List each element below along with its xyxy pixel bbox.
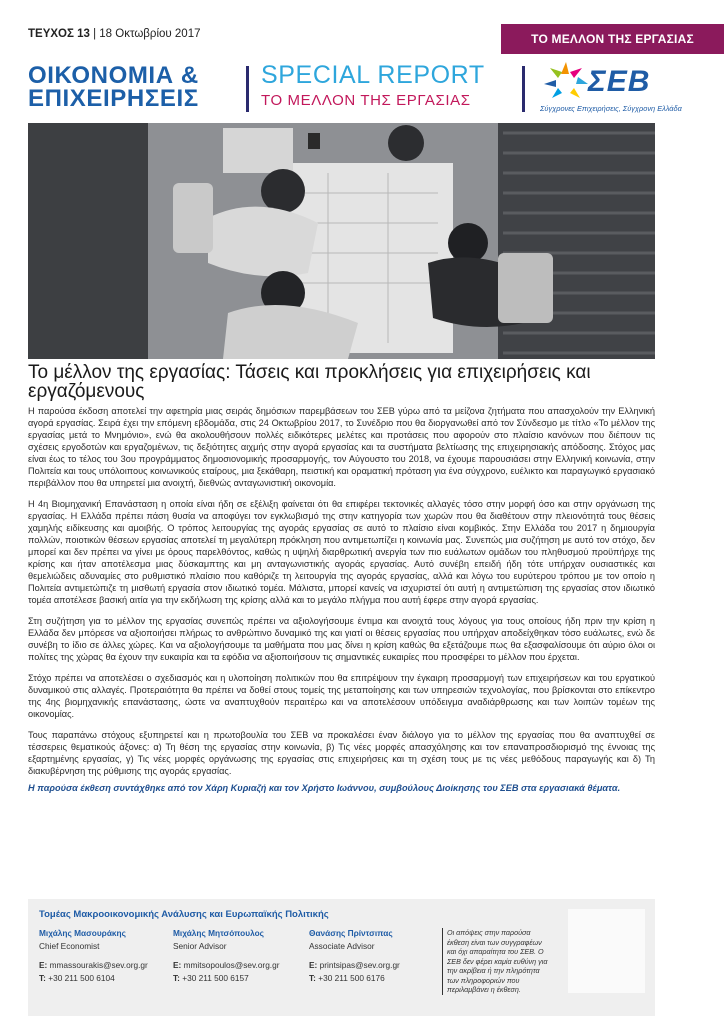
section-title bbox=[28, 64, 199, 110]
contact-phone[interactable]: +30 211 500 6104 bbox=[48, 973, 115, 983]
paragraph: Στόχο πρέπει να αποτελέσει ο σχεδιασμός και η υλοποίηση πολιτικών που θα επιτρέψουν την έγκαιρη προσαρμογή των επιχειρήσεων και του εργατικού δυναμικού στις αλλαγές. Προτεραιότητα θα πρέπει να δοθεί στους τομείς της μεταποίησης και των υπηρεσιών τεχνολογίας, που βρίσκονται στο επίκεντρο της 4ης βιομηχανικής επανάστασης, ώστε να αναπτυχθούν περαιτέρω και να αποτελέσουν υπόδειγμα αναδιάρθρωσης και των λοιπών τομέων της οικονομίας. bbox=[28, 673, 655, 719]
section-title-line1: ΟΙΚΟΝΟΜΙΑ & bbox=[28, 62, 199, 89]
contact-phone[interactable]: +30 211 500 6176 bbox=[318, 973, 385, 983]
issue-date: 18 Οκτωβρίου 2017 bbox=[99, 28, 201, 40]
contact-name: Μιχάλης Μασουράκης bbox=[39, 928, 126, 938]
contact-phone[interactable]: +30 211 500 6157 bbox=[182, 973, 249, 983]
contact-name: Θανάσης Πρίντσιπας bbox=[309, 928, 393, 938]
masthead-divider-right bbox=[522, 66, 525, 112]
contact-card bbox=[309, 927, 400, 985]
phone-label: T: bbox=[39, 973, 46, 983]
logo-tagline: Σύγχρονες Επιχειρήσεις, Σύγχρονη Ελλάδα bbox=[540, 104, 682, 113]
issue-info bbox=[28, 28, 200, 40]
contact-email[interactable]: printsipas@sev.org.gr bbox=[319, 960, 400, 970]
issue-separator: | bbox=[89, 28, 100, 40]
phone-label: T: bbox=[173, 973, 180, 983]
paragraph: Η παρούσα έκδοση αποτελεί την αφετηρία μιας σειράς δημόσιων παρεμβάσεων του ΣΕΒ γύρω από τα μείζονα ζητήματα που απασχολούν την Ελληνική αγορά εργασίας. Σειρά έχει την επόμενη εβδομάδα, στις 24 Οκτωβρίου 2017, το Συνέδριο που θα διοργανωθεί από τον Σύνδεσμο με τίτλο «Το μέλλον της εργασίας μετά το Μνημόνιο», ενώ θα ακολουθήσουν πολλές ειδικότερες μελέτες και προτάσεις που αφορούν στο πλαίσιο κανόνων που διέπουν τις σχέσεις εργοδοτών και εργαζομένων, τις δεξιότητες αιχμής στην αγορά εργασίας και τα συστήματα βελτίωσης της επιχειρησιακής απόδοσης. Στόχος μας είναι έως το τέλος του 3ου προγράμματος δημοσιονομικής προσαρμογής, τον Αύγουστο του 2018, να έχουμε παρουσιάσει στην Ελληνική κοινωνία, στην Πολιτεία και τους υπόλοιπους κοινωνικούς εταίρους, μια ξεκάθαρη, πειστική και οραματική πρόταση για ένα σύγχρονο, ευέλικτο και παραγωγικό εργασιακό περιβάλλον που θα υπηρετεί μια ανοιχτή, διεθνώς ανταγωνιστική οικονομία. bbox=[28, 406, 655, 488]
author-credit: Η παρούσα έκθεση συντάχθηκε από τον Χάρη Κυριαζή και τον Χρήστο Ιωάννου, συμβούλους Διοίκησης του ΣΕΒ στα εργασιακά θέματα. bbox=[28, 783, 621, 793]
disclaimer: Οι απόψεις στην παρούσα έκθεση είναι των συγγραφέων και όχι απαραίτητα του ΣΕΒ. Ο ΣΕΒ δεν φέρει καμία ευθύνη για την ακρίβεια ή την πληρότητα των πληροφοριών που περιλαμβάνει η έκθεση. bbox=[442, 928, 552, 995]
email-label: E: bbox=[309, 960, 318, 970]
meeting-photo bbox=[28, 123, 655, 359]
stamp-placeholder bbox=[568, 909, 645, 993]
paragraph: Τους παραπάνω στόχους εξυπηρετεί και η πρωτοβουλία του ΣΕΒ να προκαλέσει έναν διάλογο για το μέλλον της εργασίας που θα αναπτυχθεί σε τέσσερεις θεματικούς άξονες: α) Τη θέση της εργασίας στην κοινωνία, β) Τις νέες μορφές απασχόλησης και τον επαναπροσδιορισμό της έννοιας της εξαρτημένης εργασίας, γ) Τις νέες μορφές οργάνωσης της εργασίας στις επιχειρήσεις και τη σχέση τους με τις νέες μεθόδους παραγωγής και δ) Τη διακυβέρνηση της ρύθμισης της αγοράς εργασίας. bbox=[28, 730, 655, 776]
masthead bbox=[28, 60, 698, 120]
issue-number: ΤΕΥΧΟΣ 13 bbox=[28, 28, 90, 40]
sev-logo bbox=[540, 60, 700, 118]
logo-text: ΣΕΒ bbox=[588, 65, 651, 98]
topic-tag: ΤΟ ΜΕΛΛΟΝ ΤΗΣ ΕΡΓΑΣΙΑΣ bbox=[501, 24, 724, 54]
contact-role: Chief Economist bbox=[39, 941, 100, 951]
meeting-photo-illustration bbox=[28, 123, 655, 359]
contact-name: Μιχάλης Μητσόπουλος bbox=[173, 928, 264, 938]
paragraph: Στη συζήτηση για το μέλλον της εργασίας συνεπώς πρέπει να αξιολογήσουμε έντιμα και ανοιχτά τους λόγους για τους οποίους ήδη πριν την κρίση η Ελλάδα δεν μπόρεσε να αξιοποιήσει πλήρως το ανθρώπινο δυναμικό της και γιατί οι θέσεις εργασίας που υπήρχαν αποδείχθηκαν τόσο ευάλωτες, ενώ δε συνέβη το ίδιο σε άλλες χώρες. Και να αξιολογήσουμε τα μαθήματα που μας δίνει η κρίση καθώς θα εξετάζουμε πως θα εξασφαλίσουμε ότι αύριο όλοι οι πολίτες της χώρας θα έχουν την ευκαιρία και τα εφόδια να αξιοποιήσουν τις σημαντικές ευκαιρίες που προσφέρει το μέλλον που έρχεται. bbox=[28, 616, 655, 662]
phone-label: T: bbox=[309, 973, 316, 983]
contact-card bbox=[39, 927, 148, 985]
footer-title: Τομέας Μακροοικονομικής Ανάλυσης και Ευρωπαϊκής Πολιτικής bbox=[39, 909, 329, 920]
contact-role: Senior Advisor bbox=[173, 941, 227, 951]
masthead-divider-left bbox=[246, 66, 249, 112]
article-headline: Το μέλλον της εργασίας: Τάσεις και προκλήσεις για επιχειρήσεις και εργαζόμενους bbox=[28, 362, 591, 402]
sev-star-icon bbox=[542, 60, 590, 104]
report-block bbox=[261, 62, 485, 112]
section-title-line2: ΕΠΙΧΕΙΡΗΣΕΙΣ bbox=[28, 85, 199, 112]
paragraph: Η 4η Βιομηχανική Επανάσταση η οποία είναι ήδη σε εξέλιξη φαίνεται ότι θα επιφέρει τεκτονικές αλλαγές τόσο στην μορφή όσο και στην οργάνωση της εργασίας. Η Ελλάδα πρέπει πάση θυσία να αποφύγει τον εγκλωβισμό της στην κατηγορία των χωρών που θα διαθέτουν στην πλειονότητά τους θέσεις χαμηλής ειδίκευσης και αμοιβής. Ο τρόπος λειτουργίας της αγοράς εργασίας σε αυτό το πλαίσιο είναι κομβικός. Στην Ελλάδα του 2017 η δημιουργία πολλών, ποιοτικών θέσεων εργασίας αποτελεί τη μεγαλύτερη πρόκληση που αντιμετωπίζει η κοινωνία μας. Συνεπώς μια συζήτηση με αυτό τον στόχο, δεν μπορεί και δεν πρέπει να γίνει με όρους παρελθόντος, καθώς η υψηλή διαρθρωτική ανεργία των πιο ευάλωτων ομάδων του πληθυσμού προϋπήρχε της κρίσης και ήταν αποτέλεσμα μιας δύσκαμπτης και μη ανταγωνιστικής αγοράς εργασίας. Αυτό συνέβη επειδή ήδη τότε υπήρχαν ουσιαστικές και θεμελιώδεις αδυναμίες στο ρυθμιστικό πλαίσιο που καθόριζε τη λειτουργία της αγοράς εργασίας, αλλά και λόγω του ευρύτερου τρόπου με τον οποίο η Πολιτεία αντιμετώπιζε τη μισθωτή εργασία στον ιδιωτικό τομέα. Μάλιστα, μπορεί κανείς να ισχυριστεί ότι αυτή η αντιμετώπιση της εργασίας στον ιδιωτικό τομέα αποτέλεσε βασική αιτία για την εκδήλωση της κρίσης αλλά και το μεγάλο πλήγμα που αυτή έφερε στην αγορά εργασίας. bbox=[28, 499, 655, 605]
report-title: SPECIAL REPORT bbox=[261, 61, 485, 89]
email-label: E: bbox=[39, 960, 48, 970]
contact-email[interactable]: mmassourakis@sev.org.gr bbox=[49, 960, 148, 970]
contact-role: Associate Advisor bbox=[309, 941, 375, 951]
article-body bbox=[28, 405, 655, 803]
report-subtitle: ΤΟ ΜΕΛΛΟΝ ΤΗΣ ΕΡΓΑΣΙΑΣ bbox=[261, 92, 471, 109]
contact-email[interactable]: mmitsopoulos@sev.org.gr bbox=[183, 960, 280, 970]
contacts-footer bbox=[28, 899, 655, 1016]
email-label: E: bbox=[173, 960, 182, 970]
contact-card bbox=[173, 927, 280, 985]
